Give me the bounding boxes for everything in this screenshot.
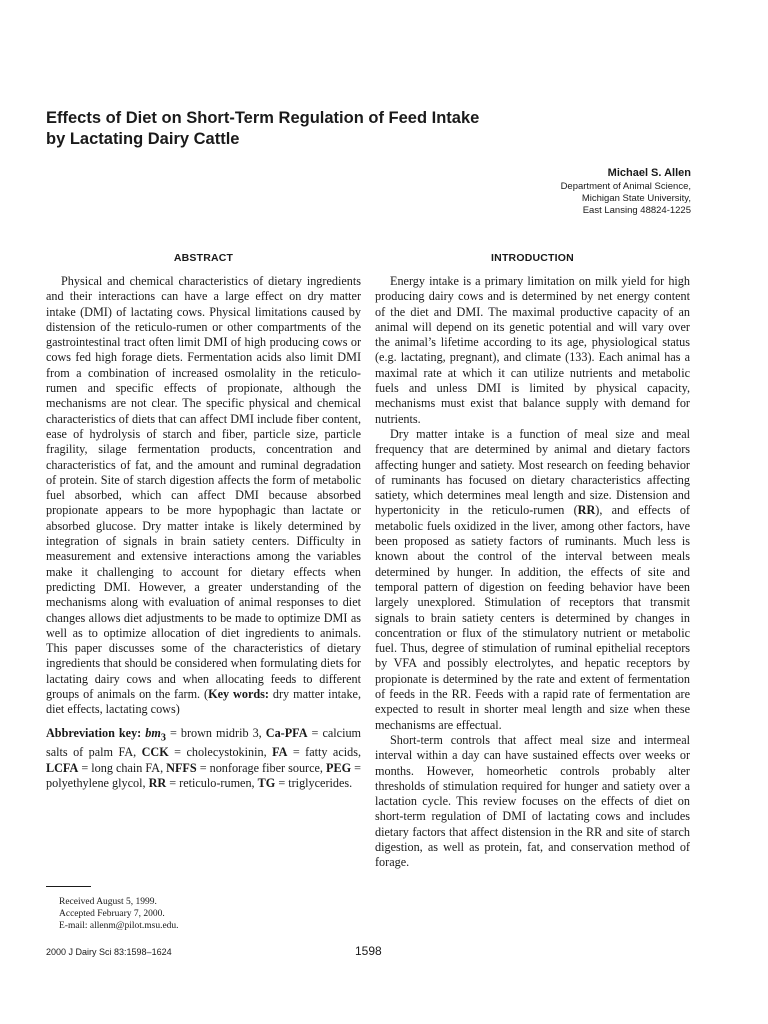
title-line-2: by Lactating Dairy Cattle (46, 130, 240, 148)
abstract-body: Physical and chemical characteristics of dietary ingredients and their interactions can have a large effect on dry matter intake (DMI) of lactating cows. Physical limitations caused by distension of the reticulo-rumen or other compartments of the gastrointestinal tract often limit DMI of high producing cows or cows fed high forage diets. Fermentation acids also limit DMI from a combination of increased osmolality in the reticulo-rumen and specific effects of propionate, although the mechanisms are not clear. The specific physical and chemical characteristics of diets that can affect DMI include fiber content, ease of hydrolysis of starch and fiber, particle size, particle fragility, silage fermentation products, concentration and characteristics of fat, and the amount and ruminal degradation of protein. Site of starch digestion affects the form of metabolic fuel absorbed, which can affect DMI because absorbed propionate appears to be more hypophagic than lactate or absorbed glucose. Dry matter intake is likely determined by integration of signals in brain satiety centers. Difficulty in measurement and extensive interactions among the variables make it challenging to account for dietary effects when predicting DMI. However, a greater understanding of the mechanisms along with evaluation of animal responses to diet changes allows diet adjustments to be made to optimize DMI as well as to optimize allocation of diet ingredients to animals. This paper discusses some of the characteristics of dietary ingredients that should be considered when formulating diets for lactating dairy cows and when allocating feeds to different groups of animals on the farm. (46, 274, 361, 702)
accepted-date: Accepted February 7, 2000. (59, 909, 165, 919)
abbrev-term: FA (272, 745, 288, 760)
abbrev-def: = triglycerides. (275, 775, 353, 790)
rr-abbrev: RR (577, 503, 596, 518)
journal-citation: 2000 J Dairy Sci 83:1598–1624 (46, 947, 172, 957)
abbrev-def: = fatty acids, (287, 745, 362, 760)
author-name: Michael S. Allen (607, 167, 691, 179)
abstract-heading: ABSTRACT (173, 252, 234, 264)
author-affiliation-3: East Lansing 48824-1225 (582, 205, 691, 216)
intro-paragraph-2 (375, 427, 690, 733)
abbrev-def: = calcium salts of palm FA, (46, 725, 362, 760)
received-date: Received August 5, 1999. (59, 897, 157, 907)
abbrev-def: = reticulo-rumen, (166, 775, 258, 790)
abbrev-def: = long chain FA, (78, 760, 167, 775)
title-line-1: Effects of Diet on Short-Term Regulation of Feed Intake (46, 109, 480, 127)
abbrev-term-bm3-sub: 3 (160, 732, 166, 744)
intro-paragraph-1: Energy intake is a primary limitation on milk yield for high producing dairy cows and is determined by net energy content of the diet and DMI. The maximal productive capacity of an animal will depend on its genetic potential and will vary over the animal’s lifetime according to its age, physiological status (e.g. lactating, pregnant), and climate (133). Each animal has a maximal rate at which it can utilize nutrients and metabolic fuels and unless DMI is limited by physical capacity, mechanisms must exist that balance supply with demand for nutrients. (375, 274, 690, 426)
abbrev-def: = cholecystokinin, (168, 745, 273, 760)
footnote-rule (46, 886, 91, 887)
right-column (375, 252, 690, 871)
abbrev-term: PEG (326, 760, 352, 775)
abbrev-def: = brown midrib 3, (165, 725, 266, 740)
keywords-text: dry matter intake, diet effects, lactating cows (46, 687, 362, 717)
abbreviation-label: Abbreviation key: (46, 725, 142, 740)
author-email[interactable]: E-mail: allenm@pilot.msu.edu. (59, 921, 179, 931)
author-affiliation-1: Department of Animal Science, (560, 181, 691, 192)
intro-paragraph-3: Short-term controls that affect meal size and intermeal interval within a day can have sustained effects over weeks or months. However, homeorhetic controls probably alter thresholds of stimulation required for hunger and satiety over a lactation cycle. This review focuses on the effects of diet on short-term regulation of DMI of lactating cows and includes dietary factors that affect distension in the RR and site of starch digestion, as well as protein, fat, and conservation method of forage. (375, 732, 690, 870)
introduction-heading: INTRODUCTION (491, 252, 574, 264)
abbrev-term: Ca-PFA (265, 725, 308, 740)
abbreviation-key (46, 726, 361, 792)
abbrev-term: CCK (141, 745, 169, 760)
left-column (46, 252, 361, 791)
abstract-paragraph: Physical and chemical characteristics of dietary ingredients and their interactions can have a large effect on dry matter intake (DMI) of lactating cows. Physical limitations caused by distension of the reticulo-rumen or other compartments of the gastrointestinal tract often limit DMI of high producing cows or cows fed high forage diets. Fermentation acids also limit DMI from a combination of increased osmolality in the reticulo-rumen and specific effects of propionate, although the mechanisms are not clear. The specific physical and chemical characteristics of diets that can affect DMI include fiber content, ease of hydrolysis of starch and fiber, particle size, particle fragility, silage fermentation products, concentration and characteristics of fat, and the amount and ruminal degradation of protein. Site of starch digestion affects the form of metabolic fuel absorbed, which can affect DMI because absorbed propionate appears to be more hypophagic than lactate or absorbed glucose. Dry matter intake is likely determined by integration of signals in brain satiety centers. Difficulty in measurement and extensive interactions among the variables make it challenging to account for dietary effects when predicting DMI. However, a greater understanding of the mechanisms along with evaluation of animal responses to diet changes allows diet adjustments to be made to optimize DMI as well as to optimize allocation of diet ingredients to animals. This paper discusses some of the characteristics of dietary ingredients that should be considered when formulating diets for lactating dairy cows and when allocating feeds to different groups of animals on the farm. (Key words: dry matter intake, diet effects, lactating cows) (46, 274, 362, 717)
keywords-label: Key words: (208, 687, 269, 702)
abbrev-term: LCFA (46, 760, 79, 775)
abbrev-term: RR (148, 775, 167, 790)
page-number: 1598 (355, 944, 382, 958)
abbrev-term: TG (257, 775, 276, 790)
paper-title (46, 108, 606, 150)
footnotes (59, 896, 359, 932)
intro-p2-part-b: ), and effects of metabolic fuels oxidized in the liver, among other factors, have been proposed as satiety factors of ruminants. Much less is known about the control of the interval between meals determined by hunger. In addition, the effects of site and temporal pattern of digestion on feeding behavior have been largely unexplored. Stimulation of receptors that transmit signals to brain satiety centers is determined by changes in concentration or flux of the stimulatory nutrient or metabolic fuel. Thus, degree of stimulation of ruminal epithelial receptors by VFA and possibly electrolytes, and hepatic receptors by propionate is determined by the rate and extent of fermentation of feeds in the RR. Feeds with a rapid rate of fermentation are expected to result in shorter meal length and size when these mechanisms are effectual. (375, 503, 690, 732)
author-block (561, 166, 691, 217)
abbrev-term: NFFS (166, 760, 197, 775)
intro-p2-part-a: Dry matter intake is a function of meal size and meal frequency that are determined by animal and dietary factors affecting hunger and satiety. Most research on feeding behavior of ruminants has focused on dietary characteristics affecting satiety, which determines meal length and size. Distension and hypertonicity in the reticulo-rumen ( (375, 426, 690, 518)
abbrev-def: = polyethylene glycol, (46, 760, 361, 790)
abbrev-term-bm3: bm (145, 725, 161, 740)
abbrev-def: = nonforage fiber source, (196, 760, 327, 775)
author-affiliation-2: Michigan State University, (581, 193, 691, 204)
